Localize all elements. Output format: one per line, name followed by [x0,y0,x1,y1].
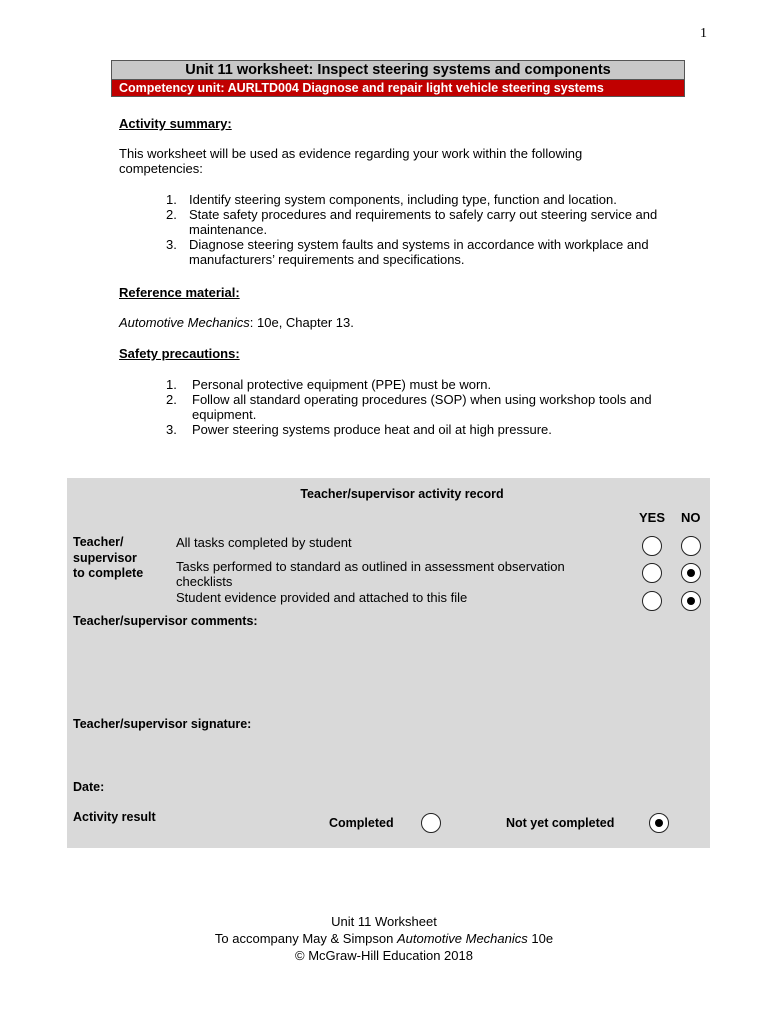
reference-heading: Reference material: [119,285,240,300]
checklist-row-1: All tasks completed by student [176,535,352,550]
safety-list [166,377,706,437]
activity-summary-heading: Activity summary: [119,116,232,131]
footer-line-2: To accompany May & Simpson Automotive Mechanics 10e [214,931,554,946]
activity-result-label: Activity result [73,810,156,824]
yes-header: YES [639,510,666,525]
list-item: 3. Diagnose steering system faults and systems in accordance with workplace and manufacturers’ requirements and specifications. [166,237,649,267]
record-title: Teacher/supervisor activity record [300,487,504,501]
list-item: 3. Power steering systems produce heat and oil at high pressure. [166,422,552,437]
list-item: 2. Follow all standard operating procedures (SOP) when using workshop tools and equipment. [166,392,652,422]
completed-radio[interactable] [421,813,441,833]
signature-label: Teacher/supervisor signature: [73,717,252,731]
row1-yes-radio[interactable] [642,536,662,556]
page-number: 1 [700,26,707,41]
list-item: 2. State safety procedures and requirements to safely carry out steering service and maintenance. [166,207,658,237]
comments-label: Teacher/supervisor comments: [73,614,258,628]
checklist-row-3: Student evidence provided and attached to this file [176,590,468,605]
completed-label: Completed [329,816,394,830]
teacher-side-label: Teacher/ supervisor to complete [73,535,144,580]
competency-list [166,192,706,267]
row3-no-radio[interactable] [681,591,701,611]
competency-banner: Competency unit: AURLTD004 Diagnose and repair light vehicle steering systems [111,79,685,97]
no-header: NO [681,510,701,525]
footer-line-1: Unit 11 Worksheet [331,914,437,929]
not-yet-completed-radio[interactable] [649,813,669,833]
checklist-row-2: Tasks performed to standard as outlined in assessment observation checklists [176,559,565,589]
row3-yes-radio[interactable] [642,591,662,611]
safety-heading: Safety precautions: [119,346,240,361]
footer-line-3: © McGraw-Hill Education 2018 [295,948,473,963]
row1-no-radio[interactable] [681,536,701,556]
worksheet-title: Unit 11 worksheet: Inspect steering systems and components [111,60,685,80]
date-label: Date: [73,780,105,794]
not-yet-completed-label: Not yet completed [506,816,615,830]
activity-record-panel [67,478,710,848]
reference-text: Automotive Mechanics: 10e, Chapter 13. [119,315,354,330]
list-item: 1. Personal protective equipment (PPE) must be worn. [166,377,492,392]
row2-yes-radio[interactable] [642,563,662,583]
activity-summary-intro: This worksheet will be used as evidence regarding your work within the following competencies: [119,146,583,176]
list-item: 1. Identify steering system components, including type, function and location. [166,192,617,207]
row2-no-radio[interactable] [681,563,701,583]
